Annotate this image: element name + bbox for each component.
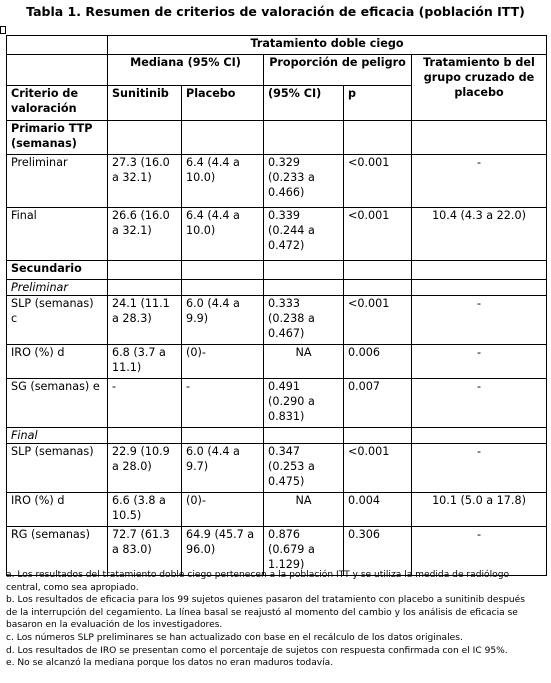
header-crossover: Tratamiento b del grupo cruzado de placebo xyxy=(412,55,547,121)
table-cell xyxy=(108,261,182,280)
row-label: IRO (%) d xyxy=(7,345,108,379)
table-cell: 6.4 (4.4 a 10.0) xyxy=(182,208,264,261)
table-cell: 0.306 xyxy=(344,527,412,576)
header-row-group xyxy=(7,36,547,55)
table-cell: 0.491 (0.290 a 0.831) xyxy=(264,379,344,428)
table-cell xyxy=(264,280,344,296)
table-cell xyxy=(344,121,412,155)
table-cell xyxy=(412,280,547,296)
table-cell: 26.6 (16.0 a 32.1) xyxy=(108,208,182,261)
table-cell xyxy=(412,428,547,444)
table-cell: 6.4 (4.4 a 10.0) xyxy=(182,155,264,208)
footnote-line: c. Los números SLP preliminares se han actualizado con base en el recálculo de los datos originales. xyxy=(6,632,463,643)
table-cell: 0.007 xyxy=(344,379,412,428)
header-median: Mediana (95% CI) xyxy=(108,55,264,86)
efficacy-table xyxy=(6,35,547,576)
table-cell: 24.1 (11.1 a 28.3) xyxy=(108,296,182,345)
table-cell: 0.329 (0.233 a 0.466) xyxy=(264,155,344,208)
row-label: SLP (semanas) xyxy=(7,444,108,493)
table-cell: - xyxy=(108,379,182,428)
table-cell xyxy=(108,280,182,296)
table-cell: - xyxy=(412,444,547,493)
table-cell xyxy=(182,261,264,280)
table-cell: 0.004 xyxy=(344,493,412,527)
table-cell: 0.006 xyxy=(344,345,412,379)
table-row xyxy=(7,121,547,155)
table-cell: <0.001 xyxy=(344,296,412,345)
header-empty-cell xyxy=(7,55,108,86)
row-label: Final xyxy=(7,428,108,444)
table-cell xyxy=(182,121,264,155)
row-label: Final xyxy=(7,208,108,261)
table-row xyxy=(7,261,547,280)
table-cell xyxy=(344,280,412,296)
footnote-line: de la interrupción del cegamiento. La línea basal se reajustó al momento del cambio y los análisis de eficacia se xyxy=(6,607,518,618)
table-cell: 27.3 (16.0 a 32.1) xyxy=(108,155,182,208)
row-label: Preliminar xyxy=(7,280,108,296)
table-row xyxy=(7,280,547,296)
table-cell xyxy=(412,121,547,155)
table-cell xyxy=(412,261,547,280)
table-cell: <0.001 xyxy=(344,444,412,493)
table-row xyxy=(7,296,547,345)
header-placebo: Placebo xyxy=(182,86,264,121)
table-row xyxy=(7,428,547,444)
table-row xyxy=(7,208,547,261)
table-cell: 64.9 (45.7 a 96.0) xyxy=(182,527,264,576)
table-cell xyxy=(108,121,182,155)
table-cell: 0.333 (0.238 a 0.467) xyxy=(264,296,344,345)
table-cell xyxy=(344,428,412,444)
table-cell: - xyxy=(412,527,547,576)
table-cell: 10.4 (4.3 a 22.0) xyxy=(412,208,547,261)
footnote-line: a. Los resultados del tratamiento doble ciego pertenecen a la población ITT y se utiliza la medida de radiólogo xyxy=(6,570,510,580)
table-cell: 0.347 (0.253 a 0.475) xyxy=(264,444,344,493)
table-cell: 10.1 (5.0 a 17.8) xyxy=(412,493,547,527)
row-label: RG (semanas) xyxy=(7,527,108,576)
header-hazard-ratio: Proporción de peligro xyxy=(264,55,412,86)
footnote-line: d. Los resultados de IRO se presentan como el porcentaje de sujetos con respuesta confirmada con el IC 95%. xyxy=(6,645,508,656)
header-empty-cell xyxy=(7,36,108,55)
footnote-line: central, como sea apropiado. xyxy=(6,582,139,593)
footnote-line: basaron en la evaluación de los investigadores. xyxy=(6,620,223,631)
header-criterion: Criterio de valoración xyxy=(7,86,108,121)
table-row xyxy=(7,493,547,527)
header-sunitinib: Sunitinib xyxy=(108,86,182,121)
table-cell: 0.339 (0.244 a 0.472) xyxy=(264,208,344,261)
row-label: Primario TTP (semanas) xyxy=(7,121,108,155)
table-cell: - xyxy=(182,379,264,428)
table-cell: <0.001 xyxy=(344,208,412,261)
table-cell: 6.8 (3.7 a 11.1) xyxy=(108,345,182,379)
header-treatment-group: Tratamiento doble ciego xyxy=(108,36,547,55)
table-cell: 22.9 (10.9 a 28.0) xyxy=(108,444,182,493)
table-row xyxy=(7,155,547,208)
header-row-sub xyxy=(7,55,547,86)
table-cell: (0)- xyxy=(182,345,264,379)
row-label: SLP (semanas) c xyxy=(7,296,108,345)
table-cell: (0)- xyxy=(182,493,264,527)
row-label: Secundario xyxy=(7,261,108,280)
table-cell xyxy=(344,261,412,280)
table-cell: NA xyxy=(264,493,344,527)
footnotes xyxy=(6,569,551,670)
table-cell xyxy=(108,428,182,444)
table-cell: - xyxy=(412,155,547,208)
table-cell: - xyxy=(412,379,547,428)
table-row xyxy=(7,345,547,379)
table-cell: 6.0 (4.4 a 9.9) xyxy=(182,296,264,345)
footnote-line: e. No se alcanzó la mediana porque los datos no eran maduros todavía. xyxy=(6,658,334,669)
table-cell xyxy=(182,428,264,444)
table-cell: 6.6 (3.8 a 10.5) xyxy=(108,493,182,527)
table-title: Tabla 1. Resumen de criterios de valoración de eficacia (población ITT) xyxy=(26,4,525,19)
header-ci: (95% CI) xyxy=(264,86,344,121)
row-label: SG (semanas) e xyxy=(7,379,108,428)
table-row xyxy=(7,379,547,428)
header-p: p xyxy=(344,86,412,121)
table-cell xyxy=(264,428,344,444)
table-cell xyxy=(182,280,264,296)
table-cell xyxy=(264,121,344,155)
table-cell: - xyxy=(412,345,547,379)
row-label: IRO (%) d xyxy=(7,493,108,527)
table-cell: - xyxy=(412,296,547,345)
table-cell: 0.876 (0.679 a 1.129) xyxy=(264,527,344,576)
footnote-line: b. Los resultados de eficacia para los 99 sujetos quienes pasaron del tratamiento con placebo a sunitinib después xyxy=(6,595,525,606)
row-label: Preliminar xyxy=(7,155,108,208)
table-cell: 72.7 (61.3 a 83.0) xyxy=(108,527,182,576)
table-cell: NA xyxy=(264,345,344,379)
table-row xyxy=(7,444,547,493)
table-cell: 6.0 (4.4 a 9.7) xyxy=(182,444,264,493)
table-anchor-marker xyxy=(0,26,6,34)
table-cell xyxy=(264,261,344,280)
table-cell: <0.001 xyxy=(344,155,412,208)
